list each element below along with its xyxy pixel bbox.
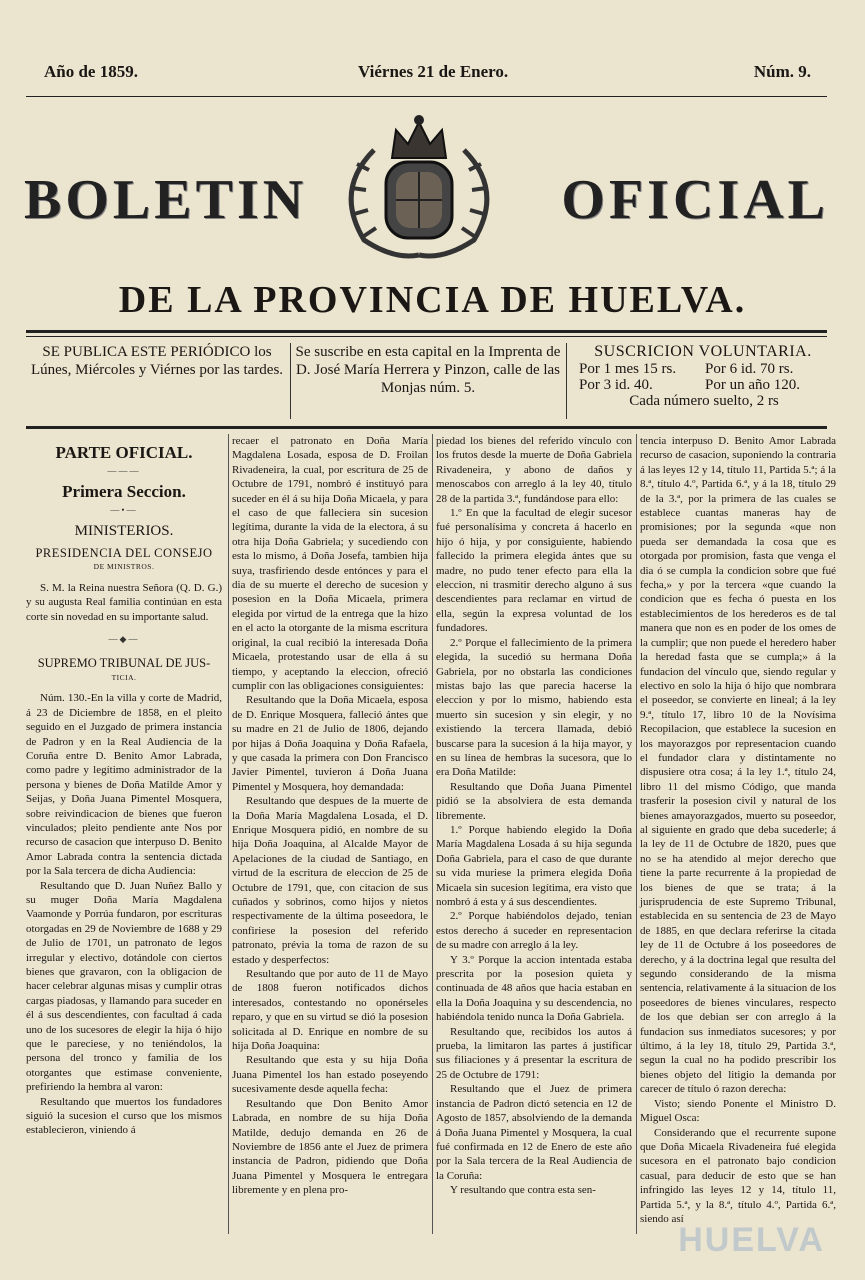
paragraph: 1.º Porque habiendo elegido la Doña María Magdalena Losada á su hija segunda Doña Gabriela, para el caso de que durante su vida muriese la primera elegida Doña Micaela sin sucesion legítima, era visto que nombró á esta y á sus descendientes. [436, 823, 632, 908]
paragraph: Resultando que despues de la muerte de la Doña María Magdalena Losada, el D. Enrique Mosquera pidió, en nombre de su hija Doña Joaquina, al Alcalde Mayor de Apelaciones de la ciudad de Santiago, en virtud de la escritura de eleccion de 25 de Octubre de 1791, que, con citacion de sus cuñados y sobrinos, como hijos y nietos respectivamente de la última poseedora, le confiriese la posesion del referido patronato, prévia la toma de razon de su estado y desperfectos: [232, 795, 428, 966]
paragraph: Núm. 130.-En la villa y corte de Madrid, á 23 de Diciembre de 1858, en el pleito seguido en el Juzgado de primera instancia de Padron y en la Real Audiencia de la Coruña entre D. Benito Amor Labrada, como padre y legítimo administrador de la persona y bienes de Doña Matilde Amor y Seijas, y Doña Juana Pimentel Mosquera, sobre reivindicacion de bienes que fueron vinculados; pleito pendiente ante Nos por recurso de casacion que interpuso D. Benito Amor Labrada contra la sentencia dictada por la Sala tercera de dicha Audiencia: [26, 692, 222, 878]
article-columns [18, 434, 838, 1234]
issue-number: Núm. 9. [753, 62, 811, 81]
info-divider [290, 343, 291, 419]
ornament: —◆— [108, 634, 140, 645]
single-price: Cada número suelto, 2 rs [629, 393, 779, 409]
info-rule [26, 426, 827, 429]
archive-watermark: HUELVA [678, 1221, 825, 1259]
info-divider [566, 343, 567, 419]
paragraph: Resultando que la Doña Micaela, esposa de D. Enrique Mosquera, falleció ántes que su madre en 21 de Julio de 1806, dejando por hijas á Doña Joaquina y Doña Rafaela, y que casada la primera con Don Francisco Javier Pimentel, tuvieron á Doña Juana Pimentel y Mosquera, hoy demandada: [232, 694, 428, 793]
section-heading: PARTE OFICIAL. [55, 443, 193, 462]
masthead-left-word: BOLETIN [24, 169, 308, 231]
rate: Por un año 120. [705, 377, 800, 393]
paragraph: Resultando que Doña Juana Pimentel pidió se la absolviera de esta demanda libremente. [436, 780, 632, 822]
paragraph: Y 3.º Porque la accion intentada estaba prescrita por la posesion quieta y continuada de 48 años que hacia estaban en ella la Doña Joaquina y su descendencia, no habiéndola tenido nunca la Doña Gabriela. [436, 953, 632, 1024]
paragraph: recaer el patronato en Doña María Magdalena Losada, esposa de D. Froilan Rivadeneira, la cual, por escritura de 25 de Octubre de 1791, nombró é instituyó para suceder en él á su hija Doña Micaela, y para el caso de que falleciera sin sucesion legítima, durante la vida de la electora, á su otra hija Doña Gabriela; y sucediendo con esta lo mismo, á Doña Josefa, tambien hija suya, trasfiriendo desde entónces y para el dia de su muerte el derecho de sucesion y posesion en la Doña Micaela, primera elegida por virtud de la entrega que la hizo en el acto la otorgante de la misma escritura original, la cual recibió la interesada Doña Micaela, protestando usar de ella á su tiempo, y aceptando la eleccion, ofreció cumplir con las obligaciones consiguientes: [232, 435, 428, 692]
ministries-heading: MINISTERIOS. [74, 522, 174, 539]
section-subheading: Primera Seccion. [62, 481, 186, 501]
tribunal-heading: SUPREMO TRIBUNAL DE JUS- [37, 656, 211, 671]
paragraph: Considerando que el recurrente supone que Doña Micaela Rivadeneira fué elegida sucesora en el patronato bajo condicion casual, para deducir de esto que se han infringido las leyes 12 y 14, título 11, Partida 5.ª, y la 8.ª, título 4.º, Partida 6.ª, siendo así [640, 1126, 836, 1225]
ornament: —•— [110, 505, 138, 516]
publication-schedule: SE PUBLICA ESTE PERIÓDICO los Lúnes, Miércoles y Viérnes por las tardes. [30, 344, 284, 378]
rates-grid [573, 361, 835, 409]
column-2 [232, 434, 428, 1198]
column-3 [436, 434, 632, 1198]
masthead [24, 110, 829, 270]
tribunal-subheading: TICIA. [111, 672, 137, 682]
paragraph: Resultando que por auto de 11 de Mayo de 1808 fueron notificados dichos interesados, contestando no oponérseles reparo, y que en su virtud se dió la posesion solicitada al D. Enrique en nombre de su hija Doña Joaquina: [232, 968, 428, 1053]
paragraph: S. M. la Reina nuestra Señora (Q. D. G.) y su augusta Real familia continúan en esta corte sin novedad en su importante salud. [26, 581, 222, 623]
council-heading: PRESIDENCIA DEL CONSEJO [35, 546, 213, 561]
issue-year: Año de 1859. [44, 62, 138, 81]
column-1 [26, 434, 222, 1138]
paragraph: 1.º En que la facultad de elegir sucesor fué personalísima y concreta á hacerlo en hijo ó hija, y por consiguiente, habiendo fallecido la primera elegida ántes que su madre, no pudo tener efecto para ella la eleccion, ni trasmitir derecho alguno á sus descendientes para reclamar en virtud de ella, según la expresa voluntad de los fundadores. [436, 507, 632, 635]
paragraph: Y resultando que contra esta sen- [450, 1184, 596, 1197]
coat-of-arms-icon [324, 110, 514, 260]
issue-date: Viérnes 21 de Enero. [358, 62, 509, 81]
header-line [40, 58, 825, 88]
masthead-rule-thin [26, 336, 827, 337]
masthead-right-word: OFICIAL [561, 169, 829, 231]
paragraph: Resultando que Don Benito Amor Labrada, en nombre de su hija Doña Matilde, dedujo demanda en 26 de Noviembre de 1856 ante el Juez de primera instancia de Padron, pidiendo que Doña Juana Pimentel y Mosquera le entregara libremente y en plena pro- [232, 1097, 428, 1197]
council-subheading: DE MINISTROS. [93, 562, 155, 572]
paragraph: Resultando que el Juez de primera instancia de Padron dictó setencia en 12 de Agosto de 1857, absolviendo de la demanda á Doña Juana Pimentel y Mosquera, la cual fué confirmada en 12 de Enero de este año por la Sala tercera de la Real Audiencia de la Coruña: [436, 1083, 632, 1182]
paragraph: 2.º Porque habiéndolos dejado, tenian estos derecho á suceder en representacion de su madre con arreglo á la ley. [436, 910, 632, 952]
rate: Por 3 id. 40. [579, 377, 653, 393]
rates-title: SUSCRICION VOLUNTARIA. [594, 343, 812, 360]
column-4 [640, 434, 836, 1226]
rate: Por 6 id. 70 rs. [705, 361, 794, 377]
paragraph: Visto; siendo Ponente el Ministro D. Miguel Osca: [640, 1097, 836, 1125]
masthead-subtitle: DE LA PROVINCIA DE HUELVA. [118, 279, 747, 321]
subscription-address: Se suscribe en esta capital en la Imprenta de D. José María Herrera y Pinzon, calle de las Monjas núm. 5. [295, 344, 561, 396]
column-divider [228, 434, 229, 1234]
paragraph: Resultando que, recibidos los autos á prueba, la limitaron las partes á justificar sus filiaciones y á presentar la escritura de 25 de Octubre de 1791: [436, 1025, 632, 1081]
column-divider [432, 434, 433, 1234]
paragraph: 2.º Porque el fallecimiento de la primera elegida, la sucedió su hermana Doña Gabriela, por no obstarla las condiciones mistas bajo las que parecia hacerse la eleccion y por lo mismo, habiendo esta muerto sin sucesion y sin elegir, y no existiendo la tercera llamada, debió buscarse para la sucesion á la hija mayor, y en su línea de hembras la sucesora, que lo era Doña Matilde: [436, 636, 632, 779]
rates-row [573, 361, 835, 377]
ornament: ——— [107, 466, 141, 477]
top-rule [26, 96, 827, 97]
paragraph: Resultando que muertos los fundadores siguió la sucesion el curso que los mismos establecieron, viniendo á [26, 1095, 222, 1137]
paragraph: Resultando que D. Juan Nuñez Ballo y su muger Doña María Magdalena Vaamonde y Porrúa fundaron, por escrituras otorgadas en 29 de Noviembre de 1688 y 29 de Julio de 1701, un patronato de legos irregular y electivo, dotándole con ciertos bienes que gravaron, con la obligacion de hacer celebrar algunas misas y cumplir otras cargas piadosas, y llamando para suceder en él á sus descendientes, con facultad á cada uno de los sucesores de elegir la hija ó hijo que le pareciese, y no teniéndolos, la persona del tronco y familia de los otorgantes que estimase conveniente, prefiriendo la hembra al varon: [26, 879, 222, 1094]
paragraph: Resultando que esta y su hija Doña Juana Pimentel los han estado poseyendo sucesivamente desde aquella fecha: [232, 1054, 428, 1096]
rates-row [573, 377, 835, 393]
masthead-rule [26, 330, 827, 333]
rate: Por 1 mes 15 rs. [579, 361, 677, 377]
publication-info [26, 343, 829, 423]
paragraph: tencia interpuso D. Benito Amor Labrada recurso de casacion, suponiendo la contraria á las leyes 12 y 14, título 11, Partida 5.ª; á la 8.ª, título 4.º, Partida 6.ª, y á la 18, título 29 de la 3.ª, por la primera de las cuales se establece cuantas maneras hay de promisiones; por la segunda «que non pueda ser demandada la cosa que es otorgada por promision, fasta que venga el dia ó se cumpla la condicion sobre que fué fecha,» y por la tercera «que cuando la condicion que es fecha ó puesta en los establecimientos de los herederos es de tal manera que non es en poder de los omes de la cumplir; que non puede el heredero haber la heredad fasta que se cumpla;» á la fundacion del vínculo que, siendo regular y electivo en solo la hija ó hijo que nombrara el poseedor, se convierte en lineal; á la ley 9.ª, título 17, libro 10 de la Novísima Recopilacion, que establece la sucesion en los mayorazgos por representacion cuando el fundador clara y distintamente no dispusiere otra cosa; á la ley 1.ª, título 24, libro 11 del mismo Código, que manda trasferir la posesion civil y natural de los bienes amayorazgados, muerto su poseedor, al siguiente en grado que deba sucederle; á la ley de 11 de Octubre de 1820, pues que no se ha atendido al mejor derecho que tiene la parte recurrente á la propiedad de los bienes de que se trata; á la jurisprudencia de este Supremo Tribunal, establecida en su sentencia de 23 de Mayo de 1885, en que declara referirse la citada ley de 11 de Octubre á los poseedores de derecho, y á la doctrina legal que resulta del segundo considerando de la misma sentencia, relativamente á la situacion de los poseedores de bienes vinculares, respecto de los que debian ser con arreglo á la fundacion sus inmediatos sucesores; y por último, á la ley 18, título 29, Partida 3.ª, segun la cual no ha podido prescribir los bienes objeto del litigio la demanda por carecer de título ó razon derecha: [640, 435, 836, 1096]
column-divider [636, 434, 637, 1234]
paragraph: piedad los bienes del referido vínculo con los frutos desde la muerte de Doña Gabriela Rivadeneira, y abono de daños y menoscabos con arreglo á la ley 40, título 28 de la partida 3.ª, fundándose para ello: [436, 435, 632, 505]
